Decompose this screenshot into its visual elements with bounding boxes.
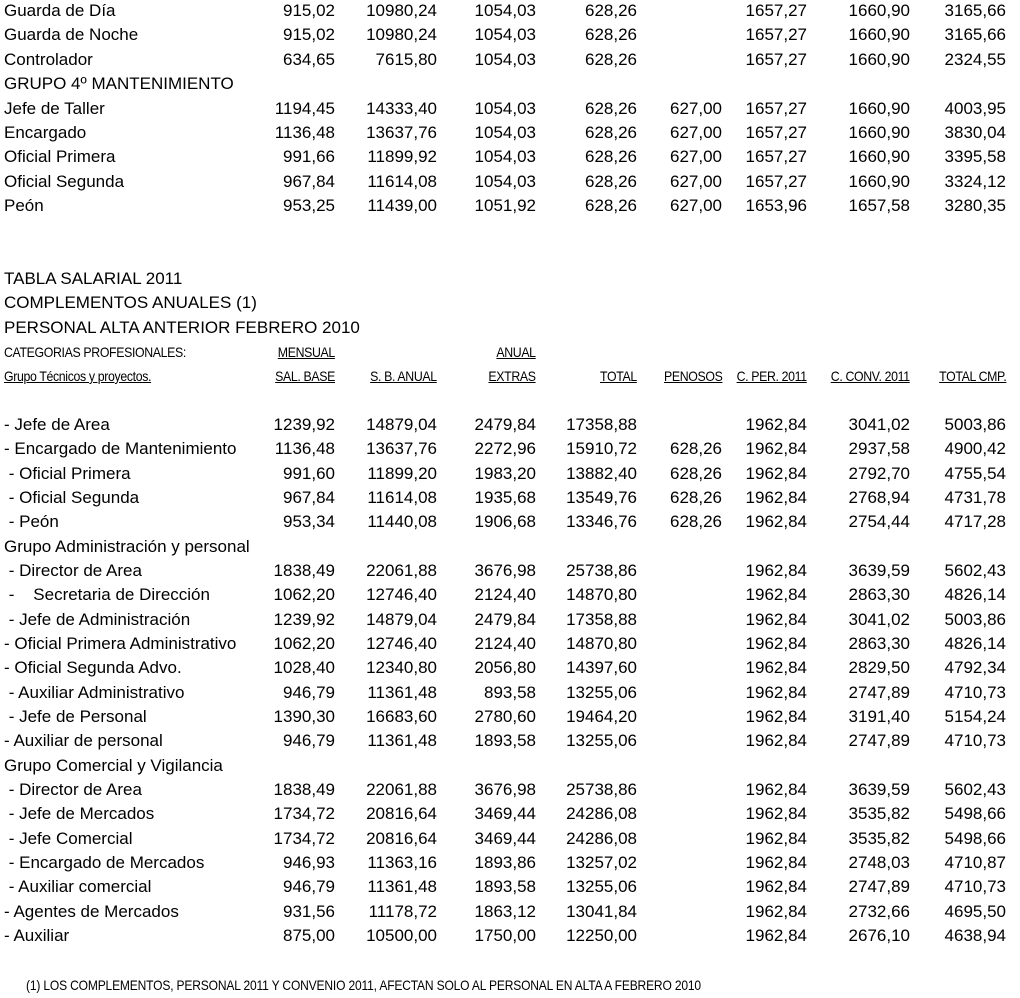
value-cell: 1734,72 xyxy=(273,828,335,848)
value-cell: 20816,64 xyxy=(366,804,437,824)
value-cell: 5003,86 xyxy=(944,415,1006,434)
value-cell: 628,26 xyxy=(670,512,722,532)
value-cell: 1660,90 xyxy=(848,49,910,69)
value-cell: 14870,80 xyxy=(566,585,637,605)
value-cell: 1935,68 xyxy=(474,487,536,507)
value-cell: 1136,48 xyxy=(274,439,335,459)
category-name: Guarda de Día xyxy=(4,1,116,20)
value-cell: 2676,10 xyxy=(848,925,910,945)
value-cell: 1863,12 xyxy=(474,901,536,921)
value-cell: 20816,64 xyxy=(366,828,437,848)
value-cell: 1962,84 xyxy=(745,633,807,653)
value-cell: 1657,27 xyxy=(745,147,807,167)
value-cell: 1657,27 xyxy=(745,1,807,20)
value-cell: 25738,86 xyxy=(566,560,637,580)
value-cell: 1239,92 xyxy=(273,415,335,434)
value-cell: 1660,90 xyxy=(848,98,910,118)
value-cell: 4900,42 xyxy=(944,439,1006,459)
value-cell: 1028,40 xyxy=(273,658,335,678)
value-cell: 915,02 xyxy=(283,1,335,20)
group-heading-row xyxy=(0,536,1020,558)
table-row xyxy=(0,852,1020,874)
value-cell: 991,66 xyxy=(283,147,335,167)
value-cell: 2124,40 xyxy=(474,633,536,653)
value-cell: 1962,84 xyxy=(745,415,807,434)
value-cell: 1660,90 xyxy=(848,123,910,142)
value-cell: 2754,44 xyxy=(848,512,910,532)
category-name: Jefe de Taller xyxy=(4,98,105,118)
value-cell: 14870,80 xyxy=(566,633,637,653)
value-cell: 11361,48 xyxy=(367,731,437,751)
value-cell: 11178,72 xyxy=(368,901,437,921)
value-cell: 1054,03 xyxy=(474,25,536,45)
value-cell: 4792,34 xyxy=(944,658,1006,678)
value-cell: 2748,03 xyxy=(848,852,910,872)
value-cell: 1657,27 xyxy=(745,123,807,142)
value-cell: 13549,76 xyxy=(566,487,637,507)
value-cell: 991,60 xyxy=(283,463,335,483)
table-row xyxy=(0,584,1020,606)
value-cell: 4710,87 xyxy=(944,852,1006,872)
value-cell: 628,26 xyxy=(585,1,637,20)
value-cell: 1660,90 xyxy=(848,171,910,191)
table-row xyxy=(0,0,1020,22)
value-cell: 627,00 xyxy=(670,196,722,216)
value-cell: 16683,60 xyxy=(366,706,437,726)
value-cell: 1054,03 xyxy=(474,98,536,118)
category-name: Controlador xyxy=(4,49,93,69)
value-cell: 628,26 xyxy=(670,463,722,483)
value-cell: 1962,84 xyxy=(745,560,807,580)
value-cell: 3639,59 xyxy=(848,779,910,799)
group-heading: GRUPO 4º MANTENIMIENTO xyxy=(4,74,234,94)
value-cell: 1657,27 xyxy=(745,25,807,45)
value-cell: 1054,03 xyxy=(474,123,536,142)
value-cell: 4826,14 xyxy=(944,585,1006,605)
table-row xyxy=(0,463,1020,485)
value-cell: 2479,84 xyxy=(474,609,536,629)
value-cell: 15910,72 xyxy=(566,439,637,459)
value-cell: 3165,66 xyxy=(944,1,1006,20)
value-cell: 5154,24 xyxy=(944,706,1006,726)
table-row xyxy=(0,682,1020,704)
value-cell: 3676,98 xyxy=(474,560,536,580)
header-total-cmp: TOTAL CMP. xyxy=(938,368,1006,384)
value-cell: 1054,03 xyxy=(474,49,536,69)
value-cell: 1660,90 xyxy=(848,1,910,20)
category-name: - Auxiliar comercial xyxy=(4,877,152,897)
value-cell: 1136,48 xyxy=(274,123,335,142)
value-cell: 1962,84 xyxy=(745,512,807,532)
value-cell: 4695,50 xyxy=(944,901,1006,921)
value-cell: 946,93 xyxy=(283,852,335,872)
value-cell: 5498,66 xyxy=(944,828,1006,848)
value-cell: 2747,89 xyxy=(848,731,910,751)
value-cell: 946,79 xyxy=(283,877,335,897)
value-cell: 1962,84 xyxy=(745,658,807,678)
value-cell: 24286,08 xyxy=(566,828,637,848)
value-cell: 2732,66 xyxy=(848,901,910,921)
value-cell: 1657,58 xyxy=(848,196,910,216)
header-total: TOTAL xyxy=(600,368,637,384)
value-cell: 1962,84 xyxy=(745,901,807,921)
table-row xyxy=(0,876,1020,898)
value-cell: 1051,92 xyxy=(474,196,536,216)
value-cell: 2272,96 xyxy=(474,439,536,459)
value-cell: 3676,98 xyxy=(474,779,536,799)
header-anual: ANUAL xyxy=(496,344,536,360)
value-cell: 1962,84 xyxy=(745,804,807,824)
value-cell: 13346,76 xyxy=(566,512,637,532)
value-cell: 4710,73 xyxy=(944,877,1006,897)
category-name: - Jefe de Mercados xyxy=(4,804,155,824)
table-row xyxy=(0,98,1020,120)
group-heading: Grupo Administración y personal xyxy=(4,536,250,556)
value-cell: 3535,82 xyxy=(848,804,910,824)
value-cell: 10500,00 xyxy=(366,925,437,945)
value-cell: 2747,89 xyxy=(848,682,910,702)
category-name: Encargado xyxy=(4,123,87,142)
table-row xyxy=(0,657,1020,679)
table-row xyxy=(0,438,1020,460)
value-cell: 11899,92 xyxy=(367,147,437,167)
value-cell: 1962,84 xyxy=(745,925,807,945)
table-row xyxy=(0,706,1020,728)
value-cell: 13255,06 xyxy=(566,682,637,702)
value-cell: 1657,27 xyxy=(745,49,807,69)
value-cell: 967,84 xyxy=(283,171,335,191)
table-scope: PERSONAL ALTA ANTERIOR FEBRERO 2010 xyxy=(4,318,360,337)
value-cell: 14333,40 xyxy=(366,98,437,118)
value-cell: 13255,06 xyxy=(566,877,637,897)
value-cell: 875,00 xyxy=(283,925,335,945)
category-name: - Peón xyxy=(4,512,59,532)
value-cell: 1962,84 xyxy=(745,585,807,605)
value-cell: 3639,59 xyxy=(848,560,910,580)
value-cell: 627,00 xyxy=(670,98,722,118)
value-cell: 3041,02 xyxy=(848,415,910,434)
value-cell: 2124,40 xyxy=(474,585,536,605)
value-cell: 13637,76 xyxy=(366,439,437,459)
table-row xyxy=(0,146,1020,168)
table-row xyxy=(0,560,1020,582)
value-cell: 4710,73 xyxy=(944,731,1006,751)
value-cell: 2780,60 xyxy=(474,706,536,726)
table-row xyxy=(0,609,1020,631)
value-cell: 1054,03 xyxy=(474,171,536,191)
value-cell: 1750,00 xyxy=(474,925,536,945)
value-cell: 628,26 xyxy=(585,49,637,69)
value-cell: 13255,06 xyxy=(566,731,637,751)
group-heading: Grupo Comercial y Vigilancia xyxy=(4,755,223,775)
value-cell: 11614,08 xyxy=(367,487,437,507)
value-cell: 627,00 xyxy=(670,147,722,167)
header-extras: EXTRAS xyxy=(488,368,536,384)
value-cell: 1734,72 xyxy=(273,804,335,824)
table-row xyxy=(0,633,1020,655)
value-cell: 1838,49 xyxy=(273,560,335,580)
value-cell: 12746,40 xyxy=(366,633,437,653)
value-cell: 1962,84 xyxy=(745,828,807,848)
value-cell: 17358,88 xyxy=(566,609,637,629)
value-cell: 628,26 xyxy=(585,147,637,167)
value-cell: 967,84 xyxy=(283,487,335,507)
value-cell: 5498,66 xyxy=(944,804,1006,824)
value-cell: 3280,35 xyxy=(944,196,1006,216)
value-cell: 3469,44 xyxy=(474,804,536,824)
header-c-conv: C. CONV. 2011 xyxy=(831,368,910,384)
value-cell: 1962,84 xyxy=(745,852,807,872)
value-cell: 931,56 xyxy=(283,901,335,921)
header-categorias: CATEGORIAS PROFESIONALES: xyxy=(4,344,186,360)
value-cell: 1983,20 xyxy=(474,463,536,483)
value-cell: 11899,20 xyxy=(367,463,437,483)
table-row xyxy=(0,414,1020,436)
category-name: - Encargado de Mantenimiento xyxy=(4,439,237,459)
value-cell: 3469,44 xyxy=(474,828,536,848)
value-cell: 3324,12 xyxy=(944,171,1006,191)
value-cell: 2792,70 xyxy=(848,463,910,483)
value-cell: 13041,84 xyxy=(566,901,637,921)
table-row xyxy=(0,828,1020,850)
value-cell: 1962,84 xyxy=(745,487,807,507)
value-cell: 3830,04 xyxy=(944,123,1006,142)
value-cell: 12746,40 xyxy=(366,585,437,605)
value-cell: 1962,84 xyxy=(745,877,807,897)
category-name: - Oficial Primera xyxy=(4,463,131,483)
table-row xyxy=(0,511,1020,533)
value-cell: 4710,73 xyxy=(944,682,1006,702)
category-name: - Oficial Primera Administrativo xyxy=(4,633,237,653)
value-cell: 4755,54 xyxy=(944,463,1006,483)
value-cell: 2056,80 xyxy=(474,658,536,678)
table-row xyxy=(0,487,1020,509)
header-c-per: C. PER. 2011 xyxy=(736,368,807,384)
table-row xyxy=(0,195,1020,217)
group-heading-row xyxy=(0,73,1020,95)
value-cell: 1194,45 xyxy=(274,98,335,118)
value-cell: 2937,58 xyxy=(848,439,910,459)
value-cell: 13257,02 xyxy=(566,852,637,872)
footnote: (1) LOS COMPLEMENTOS, PERSONAL 2011 Y CONVENIO 2011, AFECTAN SOLO AL PERSONAL EN ALTA A FEBRERO 2010 xyxy=(26,977,701,993)
value-cell: 14397,60 xyxy=(566,658,637,678)
value-cell: 17358,88 xyxy=(566,415,637,434)
value-cell: 2768,94 xyxy=(848,487,910,507)
value-cell: 1962,84 xyxy=(745,682,807,702)
value-cell: 1653,96 xyxy=(745,196,807,216)
value-cell: 5003,86 xyxy=(944,609,1006,629)
group-heading-row xyxy=(0,755,1020,777)
header-penosos: PENOSOS xyxy=(663,368,722,384)
table-row xyxy=(0,901,1020,923)
value-cell: 11440,08 xyxy=(367,512,437,532)
value-cell: 12250,00 xyxy=(566,925,637,945)
value-cell: 22061,88 xyxy=(366,560,437,580)
value-cell: 628,26 xyxy=(585,196,637,216)
value-cell: 1660,90 xyxy=(848,147,910,167)
value-cell: 25738,86 xyxy=(566,779,637,799)
value-cell: 12340,80 xyxy=(366,658,437,678)
value-cell: 1962,84 xyxy=(745,779,807,799)
table-title: TABLA SALARIAL 2011 xyxy=(4,269,183,288)
value-cell: 1962,84 xyxy=(745,731,807,751)
value-cell: 19464,20 xyxy=(566,706,637,726)
value-cell: 946,79 xyxy=(283,731,335,751)
value-cell: 627,00 xyxy=(670,123,722,142)
value-cell: 1239,92 xyxy=(273,609,335,629)
value-cell: 3191,40 xyxy=(848,706,910,726)
category-name: - Auxiliar xyxy=(4,925,70,945)
value-cell: 953,25 xyxy=(283,196,335,216)
value-cell: 1962,84 xyxy=(745,609,807,629)
value-cell: 11439,00 xyxy=(367,196,437,216)
category-name: - Secretaria de Dirección xyxy=(4,585,210,605)
value-cell: 11361,48 xyxy=(367,682,437,702)
value-cell: 4003,95 xyxy=(944,98,1006,118)
value-cell: 2829,50 xyxy=(848,658,910,678)
value-cell: 14879,04 xyxy=(366,415,437,434)
value-cell: 628,26 xyxy=(670,487,722,507)
value-cell: 2863,30 xyxy=(848,633,910,653)
value-cell: 7615,80 xyxy=(375,49,437,69)
header-mensual: MENSUAL xyxy=(277,344,335,360)
value-cell: 946,79 xyxy=(283,682,335,702)
header-sal-base: SAL. BASE xyxy=(275,368,335,384)
value-cell: 11363,16 xyxy=(367,852,437,872)
header-sb-anual: S. B. ANUAL xyxy=(370,368,437,384)
value-cell: 1660,90 xyxy=(848,25,910,45)
value-cell: 1893,58 xyxy=(474,877,536,897)
value-cell: 1906,68 xyxy=(474,512,536,532)
table-row xyxy=(0,171,1020,193)
category-name: - Director de Area xyxy=(4,560,142,580)
value-cell: 3395,58 xyxy=(944,147,1006,167)
value-cell: 628,26 xyxy=(585,98,637,118)
value-cell: 634,65 xyxy=(283,49,335,69)
table-row xyxy=(0,122,1020,144)
category-name: Peón xyxy=(4,196,44,216)
category-name: - Oficial Segunda Advo. xyxy=(4,658,182,678)
value-cell: 22061,88 xyxy=(366,779,437,799)
category-name: - Director de Area xyxy=(4,779,142,799)
category-name: - Agentes de Mercados xyxy=(4,901,179,921)
category-name: - Jefe de Area xyxy=(4,415,110,434)
value-cell: 4731,78 xyxy=(944,487,1006,507)
value-cell: 1893,86 xyxy=(474,852,536,872)
value-cell: 893,58 xyxy=(484,682,536,702)
value-cell: 5602,43 xyxy=(944,560,1006,580)
table-subtitle: COMPLEMENTOS ANUALES (1) xyxy=(4,293,257,312)
value-cell: 1657,27 xyxy=(745,98,807,118)
value-cell: 10980,24 xyxy=(366,1,437,20)
value-cell: 628,26 xyxy=(585,123,637,142)
table-row xyxy=(0,24,1020,46)
category-name: - Auxiliar de personal xyxy=(4,731,163,751)
value-cell: 1054,03 xyxy=(474,1,536,20)
table-row xyxy=(0,925,1020,947)
value-cell: 4826,14 xyxy=(944,633,1006,653)
value-cell: 627,00 xyxy=(670,171,722,191)
value-cell: 1962,84 xyxy=(745,706,807,726)
value-cell: 2324,55 xyxy=(944,49,1006,69)
table-row xyxy=(0,730,1020,752)
value-cell: 628,26 xyxy=(670,439,722,459)
value-cell: 3535,82 xyxy=(848,828,910,848)
value-cell: 1062,20 xyxy=(273,633,335,653)
value-cell: 1657,27 xyxy=(745,171,807,191)
value-cell: 3165,66 xyxy=(944,25,1006,45)
value-cell: 5602,43 xyxy=(944,779,1006,799)
value-cell: 628,26 xyxy=(585,171,637,191)
value-cell: 1054,03 xyxy=(474,147,536,167)
value-cell: 14879,04 xyxy=(366,609,437,629)
value-cell: 4717,28 xyxy=(944,512,1006,532)
value-cell: 10980,24 xyxy=(366,25,437,45)
category-name: Oficial Primera xyxy=(4,147,116,167)
value-cell: 2863,30 xyxy=(848,585,910,605)
value-cell: 2747,89 xyxy=(848,877,910,897)
table-row xyxy=(0,779,1020,801)
value-cell: 4638,94 xyxy=(944,925,1006,945)
value-cell: 1962,84 xyxy=(745,439,807,459)
table-row xyxy=(0,49,1020,71)
value-cell: 1390,30 xyxy=(273,706,335,726)
value-cell: 953,34 xyxy=(283,512,335,532)
category-name: - Jefe Comercial xyxy=(4,828,133,848)
category-name: Oficial Segunda xyxy=(4,171,125,191)
value-cell: 24286,08 xyxy=(566,804,637,824)
value-cell: 13882,40 xyxy=(566,463,637,483)
category-name: Guarda de Noche xyxy=(4,25,139,45)
category-name: - Auxiliar Administrativo xyxy=(4,682,185,702)
category-name: - Oficial Segunda xyxy=(4,487,140,507)
value-cell: 11614,08 xyxy=(367,171,437,191)
value-cell: 1962,84 xyxy=(745,463,807,483)
value-cell: 11361,48 xyxy=(367,877,437,897)
value-cell: 628,26 xyxy=(585,25,637,45)
value-cell: 3041,02 xyxy=(848,609,910,629)
category-name: - Jefe de Administración xyxy=(4,609,191,629)
value-cell: 915,02 xyxy=(283,25,335,45)
value-cell: 1838,49 xyxy=(273,779,335,799)
table-row xyxy=(0,803,1020,825)
value-cell: 13637,76 xyxy=(366,123,437,142)
value-cell: 1893,58 xyxy=(474,731,536,751)
category-name: - Encargado de Mercados xyxy=(4,852,205,872)
category-name: - Jefe de Personal xyxy=(4,706,147,726)
header-grupo-tecnicos: Grupo Técnicos y proyectos. xyxy=(4,368,152,384)
value-cell: 2479,84 xyxy=(474,415,536,434)
value-cell: 1062,20 xyxy=(273,585,335,605)
